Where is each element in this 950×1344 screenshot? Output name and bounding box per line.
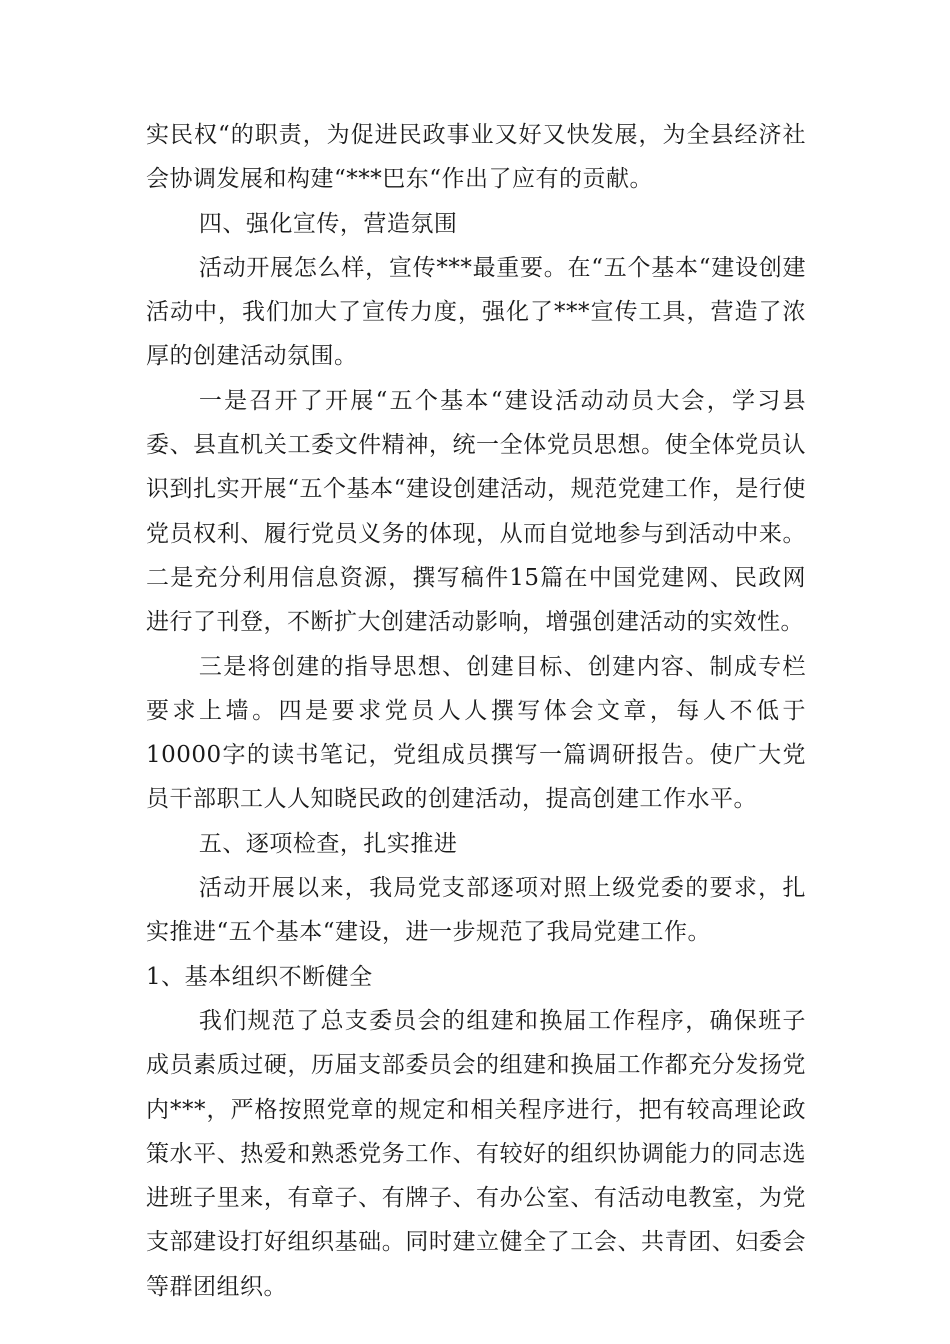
paragraph: 一是召开了开展“五个基本“建设活动动员大会，学习县委、县直机关工委文件精神，统一全体党员思想。使全体党员认识到扎实开展“五个基本“建设创建活动，规范党建工作，是行使党员权利、履行党员义务的体现，从而自觉地参与到活动中来。二是充分利用信息资源，撰写稿件15篇在中国党建网、民政网进行了刊登，不断扩大创建活动影响，增强创建活动的实效性。 bbox=[146, 387, 806, 636]
paragraph: 我们规范了总支委员会的组建和换届工作程序，确保班子成员素质过硬，历届支部委员会的组建和换届工作都充分发扬党内***，严格按照党章的规定和相关程序进行，把有较高理论政策水平、热爱和熟悉党务工作、有较好的组织协调能力的同志选进班子里来，有章子、有牌子、有办公室、有活动电教室，为党支部建设打好组织基础。同时建立健全了工会、共青团、妇委会等群团组织。 bbox=[146, 1007, 806, 1300]
paragraph: 活动开展怎么样，宣传***最重要。在“五个基本“建设创建活动中，我们加大了宣传力度，强化了***宣传工具，营造了浓厚的创建活动氛围。 bbox=[146, 254, 806, 370]
paragraph: 三是将创建的指导思想、创建目标、创建内容、制成专栏要求上墙。四是要求党员人人撰写体会文章，每人不低于10000字的读书笔记，党组成员撰写一篇调研报告。使广大党员干部职工人人知晓民政的创建活动，提高创建工作水平。 bbox=[146, 653, 806, 813]
paragraph: 活动开展以来，我局党支部逐项对照上级党委的要求，扎实推进“五个基本“建设，进一步规范了我局党建工作。 bbox=[146, 875, 806, 946]
paragraph-continuation: 实民权“的职责，为促进民政事业又好又快发展，为全县经济社会协调发展和构建“***巴东“作出了应有的贡献。 bbox=[146, 122, 806, 193]
subsection-heading-1: 1、基本组织不断健全 bbox=[146, 963, 373, 990]
section-heading-4: 四、强化宣传，营造氛围 bbox=[198, 210, 458, 237]
document-body bbox=[146, 113, 806, 1309]
section-heading-5: 五、逐项检查，扎实推进 bbox=[198, 830, 458, 857]
